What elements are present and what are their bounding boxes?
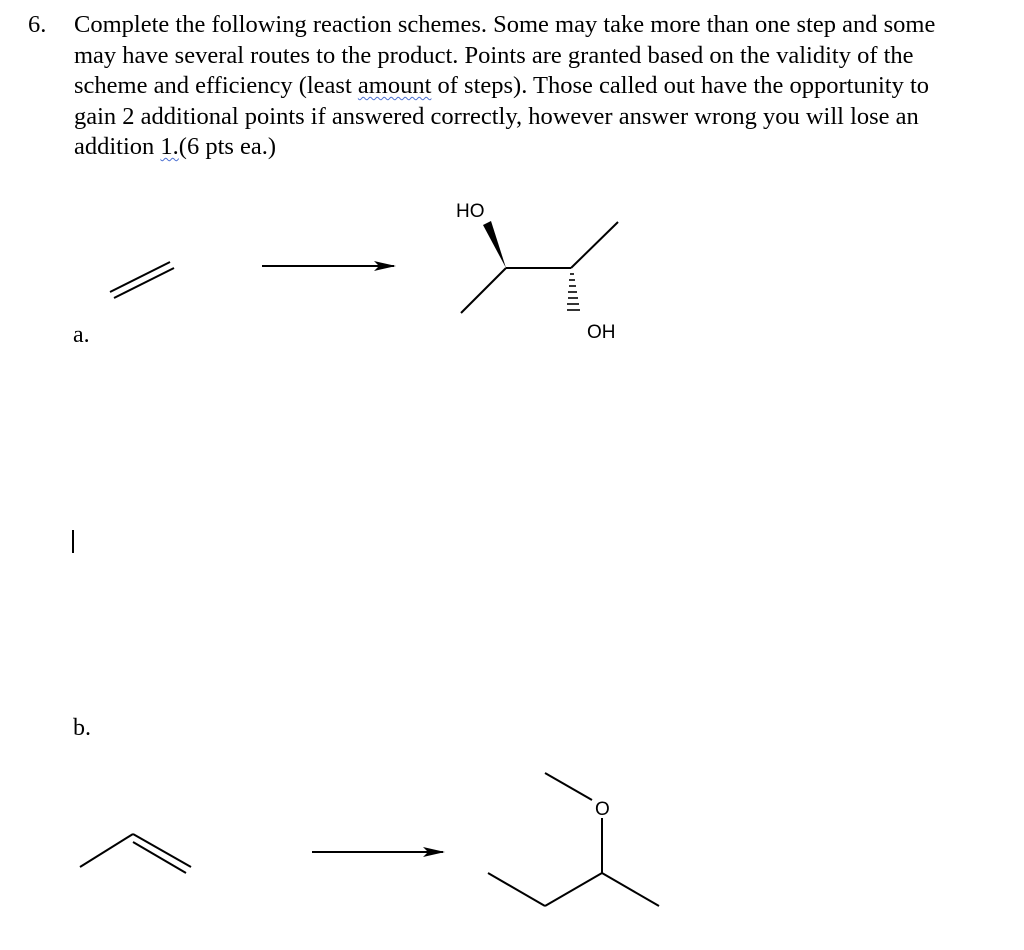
bond-c1-c2 <box>488 873 545 906</box>
question-line-5-end: (6 pts ea.) <box>178 133 277 160</box>
wedge-bond-oh <box>483 221 506 268</box>
propene-double-bond-1 <box>133 834 191 867</box>
bond-c1-c2 <box>461 268 506 313</box>
part-b-reactant-propene <box>80 834 191 873</box>
underlined-amount: amount <box>357 72 432 99</box>
propene-double-bond-2 <box>133 842 186 873</box>
question-line-3-end: of steps). Those called out have the opportunity to <box>437 72 929 99</box>
bond-c2-c3 <box>545 873 602 906</box>
atom-oh-bottom: OH <box>587 322 616 343</box>
part-a-label: a. <box>73 322 90 348</box>
bond-c3-c4 <box>571 222 618 268</box>
part-b-label: b. <box>73 715 91 741</box>
question-line-3-start: scheme and efficiency (least <box>74 72 358 99</box>
question-line-2: may have several routes to the product. Points are granted based on the validity of the <box>74 41 914 69</box>
bond-oxygen-methyl <box>545 773 592 800</box>
question-number: 6. <box>28 11 47 38</box>
ethene-bond-2 <box>114 268 174 298</box>
part-b-product-ether <box>488 773 659 906</box>
question-line-1: Complete the following reaction schemes. Some may take more than one step and some <box>74 11 936 38</box>
part-a-product-diol <box>456 201 618 343</box>
bond-c3-methyl <box>602 873 659 906</box>
question-line-5-start: addition <box>74 133 161 160</box>
ethene-bond-1 <box>110 262 170 292</box>
atom-oxygen: O <box>595 799 610 820</box>
propene-single-bond <box>80 834 133 867</box>
underlined-number: 1. <box>160 133 179 160</box>
atom-ho-top: HO <box>456 201 485 222</box>
question-line-4: gain 2 additional points if answered correctly, however answer wrong you will lose an <box>74 102 919 130</box>
hash-bond-oh <box>567 274 580 310</box>
part-a-reactant-ethene <box>110 262 174 298</box>
